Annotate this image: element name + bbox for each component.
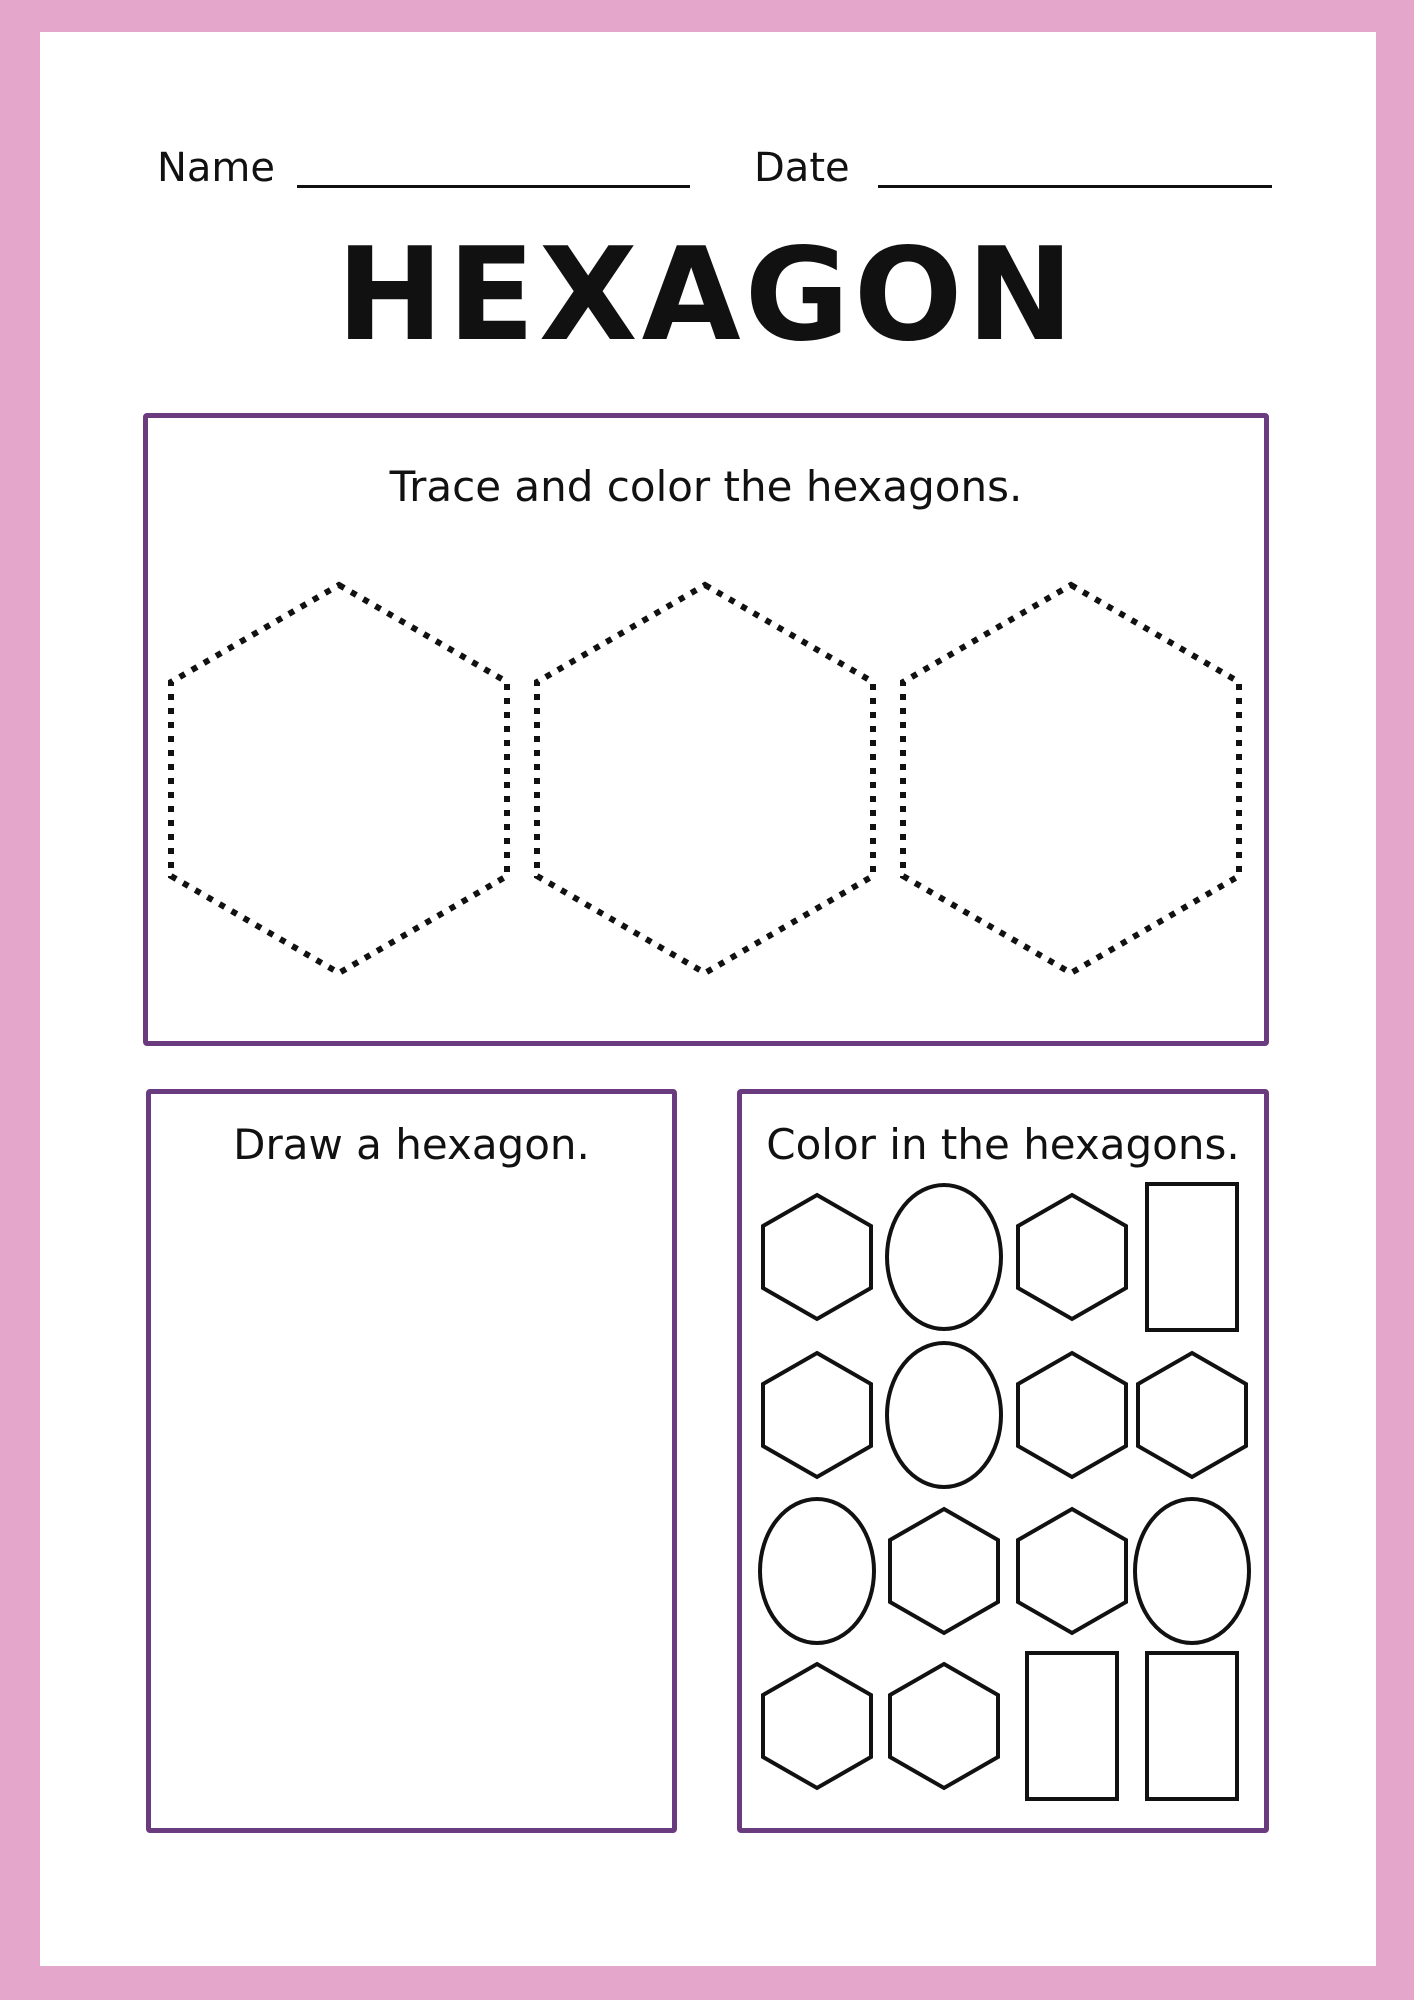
oval-shape <box>887 1185 1001 1329</box>
oval-shape <box>1135 1499 1249 1643</box>
hexagon-shape <box>763 1353 871 1477</box>
hexagon-shape <box>890 1664 998 1788</box>
oval-shape <box>760 1499 874 1643</box>
trace-instruction: Trace and color the hexagons. <box>389 462 1023 511</box>
color-instruction: Color in the hexagons. <box>766 1120 1240 1169</box>
hexagon-shape <box>1018 1195 1126 1319</box>
hexagon-shape <box>1018 1509 1126 1633</box>
hexagon-shape <box>1138 1353 1246 1477</box>
page-title: HEXAGON <box>336 221 1078 370</box>
draw-instruction: Draw a hexagon. <box>233 1120 590 1169</box>
oval-shape <box>887 1343 1001 1487</box>
rectangle-shape <box>1027 1653 1117 1799</box>
rectangle-shape <box>1147 1184 1237 1330</box>
name-label: Name <box>157 145 276 191</box>
hexagon-shape <box>1018 1353 1126 1477</box>
rectangle-shape <box>1147 1653 1237 1799</box>
date-label: Date <box>754 145 850 191</box>
hexagon-shape <box>763 1195 871 1319</box>
hexagon-shape <box>763 1664 871 1788</box>
hexagon-shape <box>890 1509 998 1633</box>
